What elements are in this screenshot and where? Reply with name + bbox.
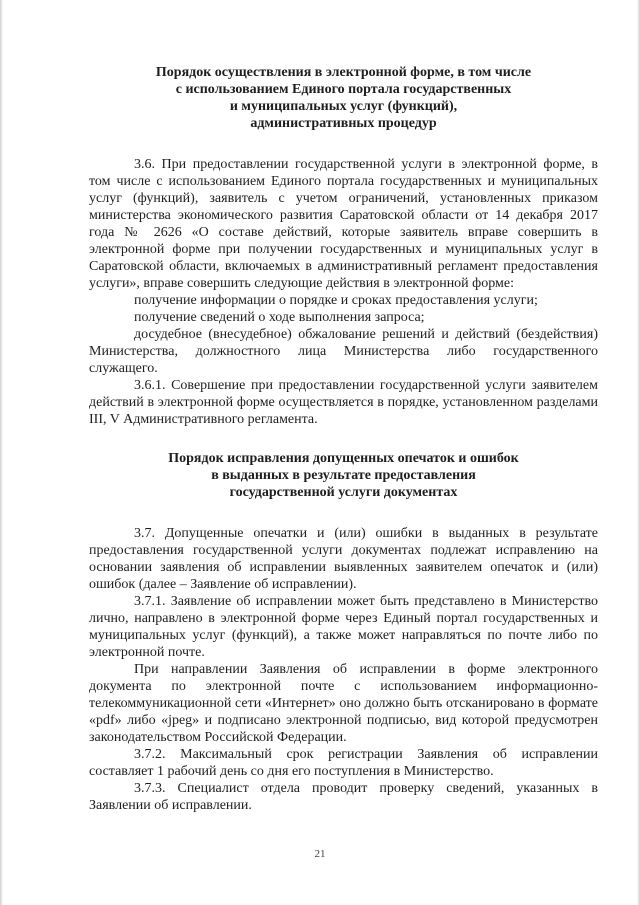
paragraph-3-7: 3.7. Допущенные опечатки и (или) ошибки в выданных в результате предоставления государственной услуги документах подлежат исправлению на основании заявления об исправлении выявленных заявителем опечаток и (или) ошибок (далее – Заявление об исправлении).	[89, 526, 598, 592]
paragraph-3-6: 3.6. При предоставлении государственной услуги в электронной форме, в том числе с использованием Единого портала государственных и муниципальных услуг (функций), заявитель с учетом ограничений, установленных приказом министерства экономического развития Саратовской области от 14 декабря 2017 года № 2626 «О составе действий, которые заявитель вправе совершить в электронной форме при получении государственных и муниципальных услуг в Саратовской области, включаемых в административный регламент предоставления услуги», вправе совершить следующие действия в электронной форме:	[89, 157, 598, 291]
paragraph-3-6-1: 3.6.1. Совершение при предоставлении государственной услуги заявителем действий в электронной форме осуществляется в порядке, установленном разделами III, V Административного регламента.	[89, 378, 598, 427]
list-item-info: получение информации о порядке и сроках предоставления услуги;	[134, 293, 538, 308]
paragraph-3-7-3: 3.7.3. Специалист отдела проводит проверку сведений, указанных в Заявлении об исправлении.	[89, 781, 598, 813]
heading-line: в выданных в результате предоставления	[211, 468, 476, 483]
heading-line: административных процедур	[250, 116, 437, 131]
section-heading-electronic-procedures	[89, 64, 598, 132]
paragraph-3-7-1: 3.7.1. Заявление об исправлении может быть представлено в Министерство лично, направлено в электронной форме через Единый портал государственных и муниципальных услуг (функций), а также может направляться по почте либо по электронной почте.	[89, 594, 598, 660]
page-number: 21	[314, 848, 326, 860]
heading-line: и муниципальных услуг (функций),	[229, 99, 458, 114]
section-heading-error-correction	[89, 450, 598, 501]
paragraph-3-7-2: 3.7.2. Максимальный срок регистрации Заявления об исправлении составляет 1 рабочий день со дня его поступления в Министерство.	[89, 747, 598, 779]
list-item-status: получение сведений о ходе выполнения запроса;	[134, 310, 425, 325]
scan-edge-left	[0, 0, 3, 905]
heading-line: с использованием Единого портала государственных	[175, 82, 512, 97]
paragraph-email-submission: При направлении Заявления об исправлении в форме электронного документа по электронной почте с использованием информационно-телекоммуникационной сети «Интернет» оно должно быть отсканировано в формате «pdf» либо «jpeg» и подписано электронной подписью, вид которой предусмотрен законодательством Российской Федерации.	[89, 662, 598, 745]
heading-line: государственной услуги документах	[229, 485, 458, 500]
document-page	[89, 64, 598, 814]
heading-line: Порядок исправления допущенных опечаток и ошибок	[168, 451, 519, 466]
heading-line: Порядок осуществления в электронной форме, в том числе	[155, 65, 532, 80]
list-item-appeal: досудебное (внесудебное) обжалование решений и действий (бездействия) Министерства, должностного лица Министерства либо государственного служащего.	[89, 327, 598, 376]
